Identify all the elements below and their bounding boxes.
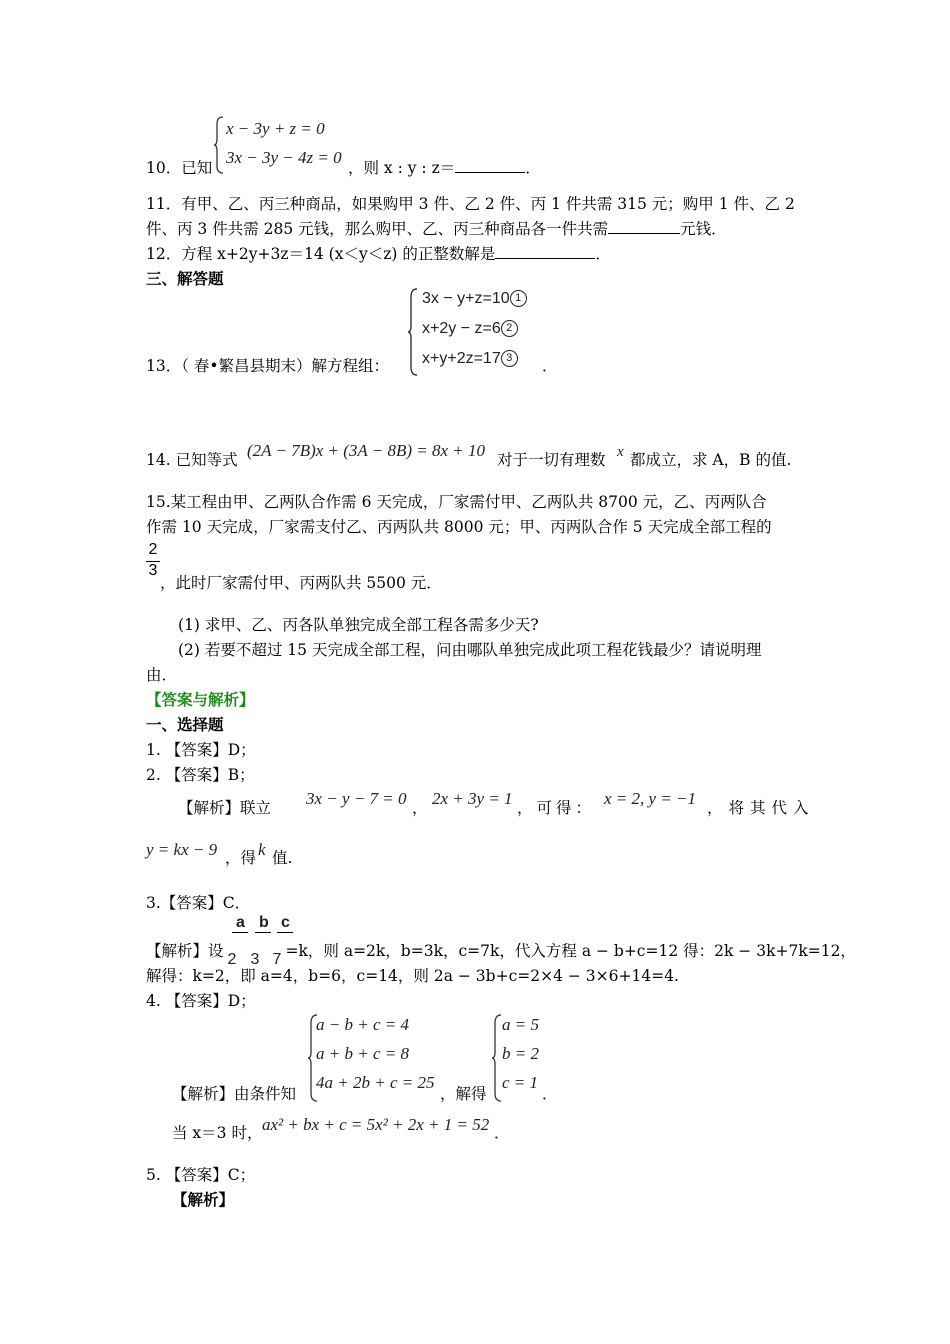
fraction-denominator: 3 [146, 561, 160, 580]
q10-eq2: 3x − 3y − 4z = 0 [226, 148, 342, 167]
a3-numerator-a: a [236, 914, 245, 931]
q14-number: 14. 已知等式 [146, 451, 238, 469]
a4-eq3: 4a + 2b + c = 25 [316, 1073, 435, 1092]
q10-eq1: x − 3y + z = 0 [226, 119, 325, 138]
a2-eq4: y = kx − 9 [146, 840, 218, 859]
q14-tail: 都成立，求 A，B 的值. [630, 451, 792, 469]
q13-number: 13．（ 春•繁昌县期末）解方程组： [146, 357, 390, 375]
q12-end: ． [595, 245, 611, 263]
fraction-two-thirds [146, 541, 160, 580]
q11-line2a: 件、丙 3 件共需 285 元钱，那么购甲、乙、丙三种商品各一件共需 [146, 220, 609, 238]
a4-end: ． [542, 1085, 558, 1103]
a4-r3: c = 1 [502, 1073, 539, 1092]
q10-number: 10．已知 [146, 159, 213, 177]
a4-r2: b = 2 [502, 1044, 539, 1063]
a5-label: 【解析】 [172, 1190, 235, 1209]
a3-den-2: 2 [227, 951, 237, 968]
q11-line2b: 元钱． [680, 220, 727, 238]
answers-title: 【答案与解析】 [146, 690, 255, 709]
q15-line2: 作需 10 天完成，厂家需支付乙、丙两队共 8000 元；甲、丙两队合作 5 天完成全部工程的 [146, 518, 772, 536]
a4-eq2: a + b + c = 8 [316, 1044, 409, 1063]
circled-one-icon: 1 [510, 290, 527, 307]
a3-fraction-bars [232, 932, 294, 934]
a4-eq1: a − b + c = 4 [316, 1015, 409, 1034]
a4-end2: ． [494, 1124, 510, 1142]
a4-label: 【解析】由条件知 [172, 1085, 297, 1103]
q10-end: ． [525, 159, 541, 177]
a2-k: k [258, 840, 266, 859]
q13-eq3-text: x+y+2z=17 [422, 350, 501, 367]
a3-den-3: 3 [250, 951, 260, 968]
a2-eq3: x = 2, y = −1 [604, 789, 697, 808]
q13-eq2-text: x+2y − z=6 [422, 320, 501, 337]
a3-eq: =k，则 a=2k，b=3k，c=7k，代入方程 a − b+c=12 得：2k − 3k+7k=12， [285, 942, 856, 960]
a3-label: 【解析】设 [146, 942, 224, 960]
answer-5-head: 5. 【答案】C； [146, 1166, 256, 1184]
a3-line1 [146, 941, 856, 968]
a2-can-get: ，可得： [517, 799, 596, 817]
section-title-answers: 三、解答题 [146, 269, 224, 288]
q10-tail: ，则 x : y : z＝ [348, 159, 456, 177]
a2-value: 值. [272, 849, 293, 867]
q15-line1: 15.某工程由甲、乙两队合作需 6 天完成，厂家需付甲、乙两队共 8700 元，乙、丙两队合 [146, 493, 767, 511]
q13-eq2 [422, 318, 518, 340]
q10-system [214, 114, 354, 174]
answer-1: 1. 【答案】D； [146, 741, 256, 759]
q14-expression: (2A − 7B)x + (3A − 8B) = 8x + 10 [247, 441, 486, 460]
section-title-choice: 一、选择题 [146, 715, 224, 734]
answer-4-head: 4. 【答案】D； [146, 992, 256, 1010]
q13-end: ． [542, 357, 558, 375]
circled-two-icon: 2 [501, 320, 518, 337]
a2-eq1: 3x − y − 7 = 0 [306, 789, 407, 808]
q10-line [348, 158, 541, 178]
a2-eq2: 2x + 3y = 1 [432, 789, 513, 808]
a4-expr: ax² + bx + c = 5x² + 2x + 1 = 52 [262, 1115, 490, 1134]
a3-numerator-b: b [259, 914, 269, 931]
a4-mid: ，解得 [440, 1085, 487, 1103]
answer-2-head: 2. 【答案】B； [146, 766, 255, 784]
answer-3-head: 3.【答案】C． [146, 894, 251, 912]
a3-numerator-c: c [281, 914, 290, 931]
fraction-numerator: 2 [148, 541, 158, 558]
q12-text: 12．方程 x+2y+3z＝14 (x＜y＜z) 的正整数解是 [146, 245, 496, 263]
q11-line1: 11．有甲、乙、丙三种商品，如果购甲 3 件、乙 2 件、丙 1 件共需 315 元；购甲 1 件、乙 2 [146, 195, 795, 213]
a3-line2: 解得：k=2，即 a=4，b=6，c=14，则 2a − 3b+c=2×4 − 3×6+14=4. [146, 967, 679, 985]
a2-sep1: ， [412, 799, 428, 817]
q11-line2 [146, 219, 727, 239]
q12-blank [495, 244, 595, 259]
a2-substitute: ，将其代入 [707, 799, 815, 817]
q15-sub2: (2) 若要不超过 15 天完成全部工程，问由哪队单独完成此项工程花钱最少？请说明理 [178, 641, 762, 659]
q10-blank [455, 158, 525, 173]
circled-three-icon: 3 [501, 350, 518, 367]
brace-icon [492, 1014, 502, 1102]
a2-label: 【解析】联立 [178, 799, 272, 817]
a2-get: ，得 [225, 849, 257, 867]
q13-system [408, 286, 558, 378]
a4-r1: a = 5 [502, 1015, 539, 1034]
q13-eq1 [422, 288, 527, 310]
q14-mid: 对于一切有理数 [497, 451, 606, 469]
a3-den-7: 7 [272, 951, 282, 968]
q11-blank [608, 219, 680, 234]
q13-eq3 [422, 348, 518, 370]
a4-when: 当 x＝3 时， [172, 1124, 263, 1142]
q15-line3: ，此时厂家需付甲、丙两队共 5500 元． [160, 574, 442, 592]
q12-line [146, 244, 611, 264]
brace-icon [214, 116, 224, 174]
q13-eq1-text: 3x − y+z=10 [422, 290, 510, 307]
a4-system [308, 1012, 448, 1104]
q15-sub2b: 由． [146, 666, 178, 684]
q15-sub1: (1) 求甲、乙、丙各队单独完成全部工程各需多少天? [178, 616, 539, 634]
q14-var: x [617, 444, 624, 460]
brace-icon [408, 288, 418, 376]
